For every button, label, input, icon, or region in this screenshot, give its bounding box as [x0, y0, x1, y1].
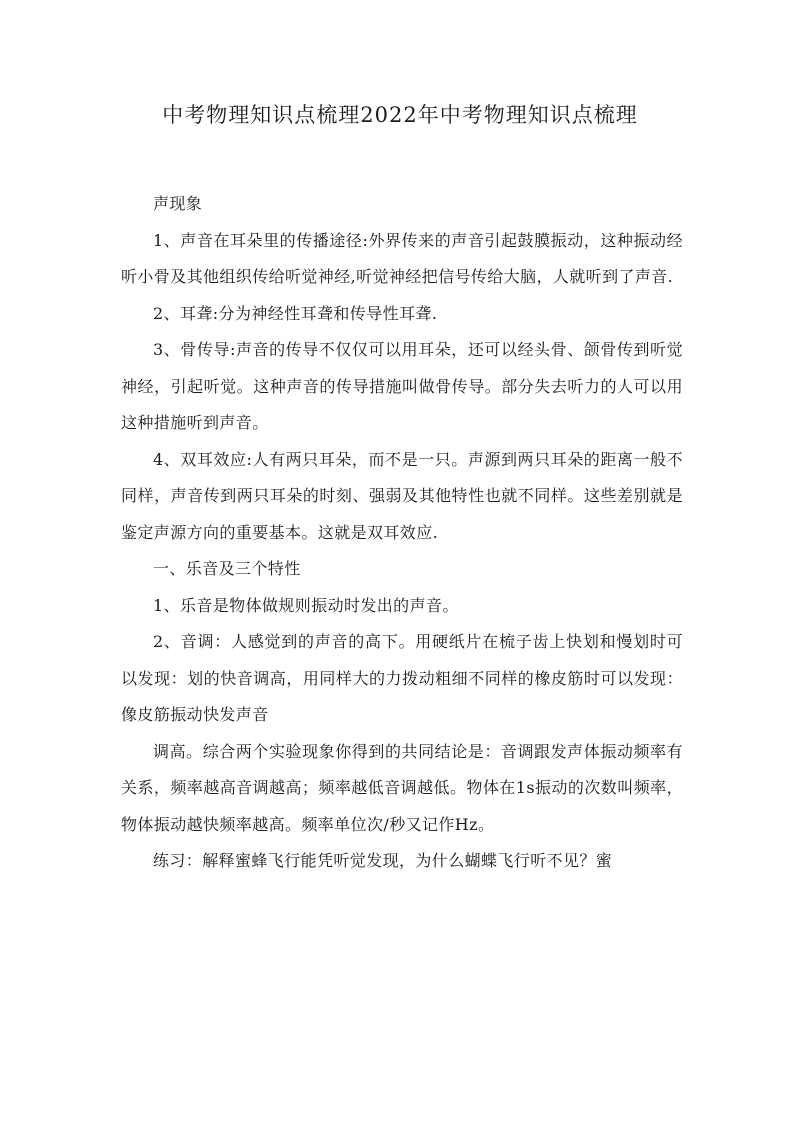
document-body: [121, 186, 683, 880]
paragraph-deafness: 2、耳聋:分为神经性耳聋和传导性耳聋.: [153, 303, 438, 323]
paragraph-exercise: 练习：解释蜜蜂飞行能凭听觉发现，为什么蝴蝶飞行听不见？蜜: [153, 851, 613, 870]
section-heading-sound: 声现象: [153, 194, 203, 213]
paragraph-pitch-conclusion: 调高。综合两个实验现象你得到的共同结论是：音调跟发声体振动频率有关系，频率越高音调越高；频率越低音调越低。物体在1s振动的次数叫频率，物体振动越快频率越高。频率单位次/秒又记作Hz。: [121, 741, 683, 834]
section-heading-musical-tone: 一、乐音及三个特性: [153, 559, 301, 578]
paragraph-pitch: 2、音调：人感觉到的声音的高下。用硬纸片在梳子齿上快划和慢划时可以发现：划的快音调高，用同样大的力拨动粗细不同样的橡皮筋时可以发现：像皮筋振动快发声音: [121, 632, 683, 724]
paragraph-binaural-effect: 4、双耳效应:人有两只耳朵，而不是一只。声源到两只耳朵的距离一般不同样，声音传到两只耳朵的时刻、强弱及其他特性也就不同样。这些差别就是鉴定声源方向的重要基本。这就是双耳效应.: [121, 449, 683, 542]
document-title: 中考物理知识点梳理2022年中考物理知识点梳理: [162, 103, 638, 127]
paragraph-musical-tone: 1、乐音是物体做规则振动时发出的声音。: [153, 595, 459, 615]
paragraph-bone-conduction: 3、骨传导:声音的传导不仅仅可以用耳朵，还可以经头骨、颌骨传到听觉神经，引起听觉。这种声音的传导措施叫做骨传导。部分失去听力的人可以用这种措施听到声音。: [121, 340, 683, 432]
paragraph-sound-path: 1、声音在耳朵里的传播途径:外界传来的声音引起鼓膜振动，这种振动经听小骨及其他组织传给听觉神经,听觉神经把信号传给大脑，人就听到了声音.: [121, 230, 683, 286]
